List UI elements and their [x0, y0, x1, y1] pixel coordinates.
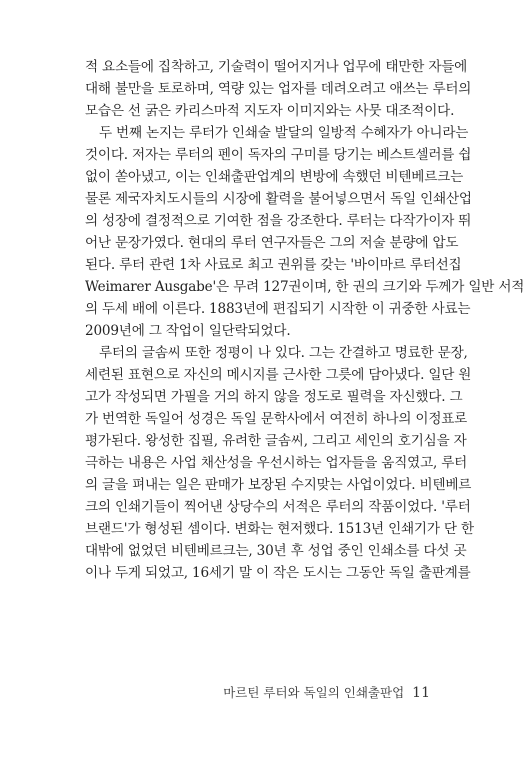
running-title: 마르틴 루터와 독일의 인쇄출판업	[223, 685, 405, 700]
paragraph-start-line: 루터의 글솜씨 또한 정평이 나 있다. 그는 간결하고 명료한 문장,	[99, 345, 468, 361]
text-line: 없이 쏟아냈고, 이는 인쇄출판업계의 변방에 속했던 비텐베르크는	[85, 169, 463, 185]
text-line: 대밖에 없었던 비텐베르크는, 30년 후 성업 중인 인쇄소를 다섯 곳	[85, 543, 467, 559]
text-line: 것이다. 저자는 루터의 펜이 독자의 구미를 당기는 베스트셀러를 쉽	[85, 147, 472, 163]
text-line: 의 성장에 결정적으로 기여한 점을 강조한다. 루터는 다작가이자 뛰	[85, 213, 472, 229]
text-line: 물론 제국자치도시들의 시장에 활력을 불어넣으면서 독일 인쇄산업	[85, 191, 472, 207]
text-line: 평가된다. 왕성한 집필, 유려한 글솜씨, 그리고 세인의 호기심을 자	[85, 433, 467, 449]
paragraph-start-line: 두 번째 논지는 루터가 인쇄술 발달의 일방적 수혜자가 아니라는	[99, 125, 469, 141]
body-text	[85, 56, 524, 584]
text-line: 크의 인쇄기들이 찍어낸 상당수의 서적은 루터의 작품이었다. '루터	[85, 499, 471, 515]
text-line: 세련된 표현으로 자신의 메시지를 근사한 그릇에 담아냈다. 일단 원	[85, 367, 472, 383]
text-line: Weimarer Ausgabe'은 무려 127권이며, 한 권의 크기와 두께가 일반 서적	[85, 279, 524, 295]
text-line: 대해 불만을 토로하며, 역량 있는 업자를 데려오려고 애쓰는 루터의	[85, 81, 472, 97]
text-line: 2009년에 그 작업이 일단락되었다.	[85, 323, 291, 339]
text-line: 의 글을 펴내는 일은 판매가 보장된 수지맞는 사업이었다. 비텐베르	[85, 477, 472, 493]
text-line: 극하는 내용은 사업 채산성을 우선시하는 업자들을 움직였고, 루터	[85, 455, 468, 471]
text-line: 고가 작성되면 가필을 거의 하지 않을 정도로 필력을 자신했다. 그	[85, 389, 463, 405]
text-line: 브랜드'가 형성된 셈이다. 변화는 현저했다. 1513년 인쇄기가 단 한	[85, 521, 474, 537]
text-line: 가 번역한 독일어 성경은 독일 문학사에서 여전히 하나의 이정표로	[85, 411, 468, 427]
text-line: 된다. 루터 관련 1차 사료로 최고 권위를 갖는 '바이마르 루터선집	[85, 257, 462, 273]
page-footer	[223, 683, 430, 701]
text-line: 이나 두게 되었고, 16세기 말 이 작은 도시는 그동안 독일 출판계를	[85, 565, 471, 581]
text-line: 의 두세 배에 이른다. 1883년에 편집되기 시작한 이 귀중한 사료는	[85, 301, 471, 317]
text-line: 적 요소들에 집착하고, 기술력이 떨어지거나 업무에 태만한 자들에	[85, 59, 468, 75]
text-line: 모습은 선 굵은 카리스마적 지도자 이미지와는 사뭇 대조적이다.	[85, 103, 455, 119]
page-number: 11	[412, 685, 430, 701]
text-line: 어난 문장가였다. 현대의 루터 연구자들은 그의 저술 분량에 압도	[85, 235, 459, 251]
